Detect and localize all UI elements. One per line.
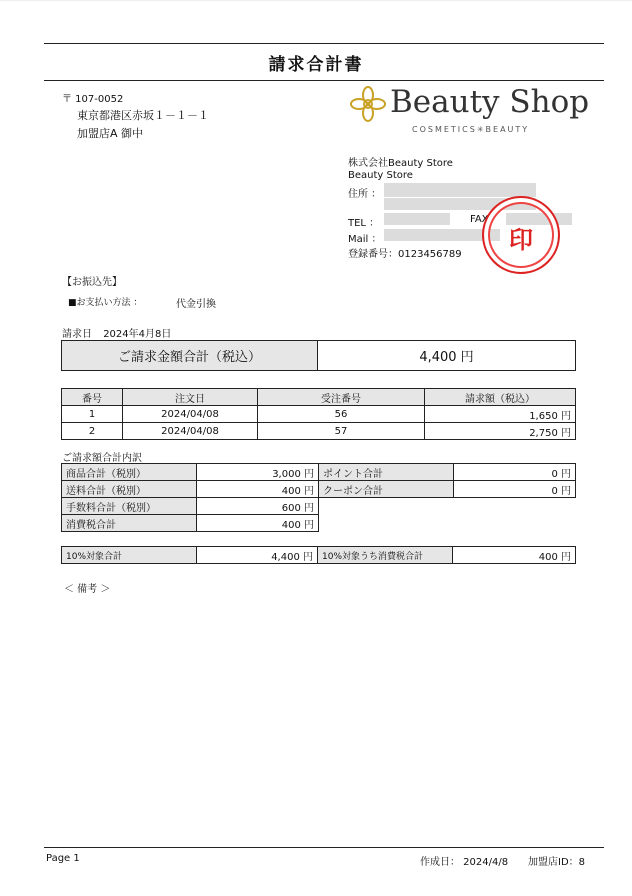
table-row bbox=[62, 423, 576, 440]
orders-header-date: 注文日 bbox=[123, 389, 258, 406]
total-table bbox=[61, 340, 576, 371]
footer-rule bbox=[44, 847, 604, 848]
orders-header-no: 番号 bbox=[62, 389, 123, 406]
order-amount: 1,650 円 bbox=[425, 406, 576, 423]
issuer-fax-label: FAX bbox=[470, 214, 489, 225]
orders-header-order: 受注番号 bbox=[258, 389, 425, 406]
orders-header-amount: 請求額（税込） bbox=[425, 389, 576, 406]
recipient-postal: 〒 107-0052 bbox=[62, 94, 124, 105]
breakdown-heading: ご請求額合計内訳 bbox=[62, 453, 142, 464]
order-no: 2 bbox=[62, 423, 123, 440]
title-rule-bottom bbox=[44, 80, 604, 81]
notes-label: ＜ 備考 ＞ bbox=[64, 584, 111, 595]
tax10-ctax-label: 10%対象うち消費税合計 bbox=[318, 547, 453, 564]
breakdown-label: 送料合計（税別） bbox=[62, 481, 197, 498]
footer-store-id: 加盟店ID：8 bbox=[528, 857, 586, 868]
table-row bbox=[62, 406, 576, 423]
flower-logo-icon bbox=[350, 86, 386, 122]
breakdown-value: 400 円 bbox=[197, 515, 319, 532]
redacted-address bbox=[384, 183, 536, 197]
tax10-value: 4,400 円 bbox=[197, 547, 318, 564]
footer-created: 作成日： 2024/4/8 bbox=[420, 857, 509, 868]
breakdown-label: ポイント合計 bbox=[319, 464, 454, 481]
breakdown-value: 0 円 bbox=[454, 464, 576, 481]
issuer-store: Beauty Store bbox=[348, 170, 413, 181]
invoice-date bbox=[62, 325, 171, 340]
issuer-mail-label: Mail ： bbox=[348, 234, 382, 245]
breakdown-value: 3,000 円 bbox=[197, 464, 319, 481]
payment-heading: 【お振込先】 bbox=[62, 277, 122, 288]
breakdown-label: 手数料合計（税別） bbox=[62, 498, 197, 515]
orders-table bbox=[61, 388, 576, 440]
total-label: ご請求金額合計（税込） bbox=[62, 341, 318, 371]
invoice-date-label: 請求日 bbox=[62, 329, 92, 340]
breakdown-left-table bbox=[61, 463, 319, 532]
issuer-address-label: 住所 ： bbox=[348, 189, 382, 200]
order-number: 56 bbox=[258, 406, 425, 423]
top-rule bbox=[0, 0, 632, 1]
breakdown-right-table bbox=[318, 463, 576, 498]
recipient-address: 東京都港区赤坂１－１－１ bbox=[77, 109, 209, 122]
redacted-tel bbox=[384, 213, 450, 225]
issuer-tel-label: TEL ： bbox=[348, 218, 380, 229]
breakdown-value: 400 円 bbox=[197, 481, 319, 498]
recipient-name: 加盟店A 御中 bbox=[77, 127, 144, 140]
invoice-date-value: 2024年4月8日 bbox=[103, 329, 172, 340]
issuer-reg-label: 登録番号： bbox=[348, 249, 398, 260]
order-no: 1 bbox=[62, 406, 123, 423]
breakdown-label: 消費税合計 bbox=[62, 515, 197, 532]
order-amount: 2,750 円 bbox=[425, 423, 576, 440]
issuer-company: 株式会社Beauty Store bbox=[348, 158, 453, 169]
tax10-ctax-value: 400 円 bbox=[453, 547, 576, 564]
logo bbox=[350, 84, 600, 139]
document-title: 請求合計書 bbox=[268, 55, 364, 75]
company-seal bbox=[482, 196, 560, 274]
order-number: 57 bbox=[258, 423, 425, 440]
title-rule-top bbox=[44, 43, 604, 44]
payment-method-value: 代金引換 bbox=[176, 299, 216, 310]
issuer-reg-number: 0123456789 bbox=[398, 249, 462, 260]
total-value: 4,400 円 bbox=[318, 341, 576, 371]
seal-text: 印 bbox=[509, 226, 533, 254]
breakdown-value: 0 円 bbox=[454, 481, 576, 498]
order-date: 2024/04/08 bbox=[123, 423, 258, 440]
footer-page: Page 1 bbox=[46, 853, 80, 864]
order-date: 2024/04/08 bbox=[123, 406, 258, 423]
tax10-label: 10%対象合計 bbox=[62, 547, 197, 564]
issuer-reg bbox=[348, 245, 462, 260]
breakdown-label: 商品合計（税別） bbox=[62, 464, 197, 481]
breakdown-label: クーポン合計 bbox=[319, 481, 454, 498]
logo-brand: Beauty Shop bbox=[390, 84, 590, 120]
logo-tagline: COSMETICS✳BEAUTY bbox=[412, 125, 530, 134]
breakdown-value: 600 円 bbox=[197, 498, 319, 515]
tax10-table bbox=[61, 546, 576, 564]
payment-method-label: ■お支払い方法 ： bbox=[68, 298, 143, 308]
